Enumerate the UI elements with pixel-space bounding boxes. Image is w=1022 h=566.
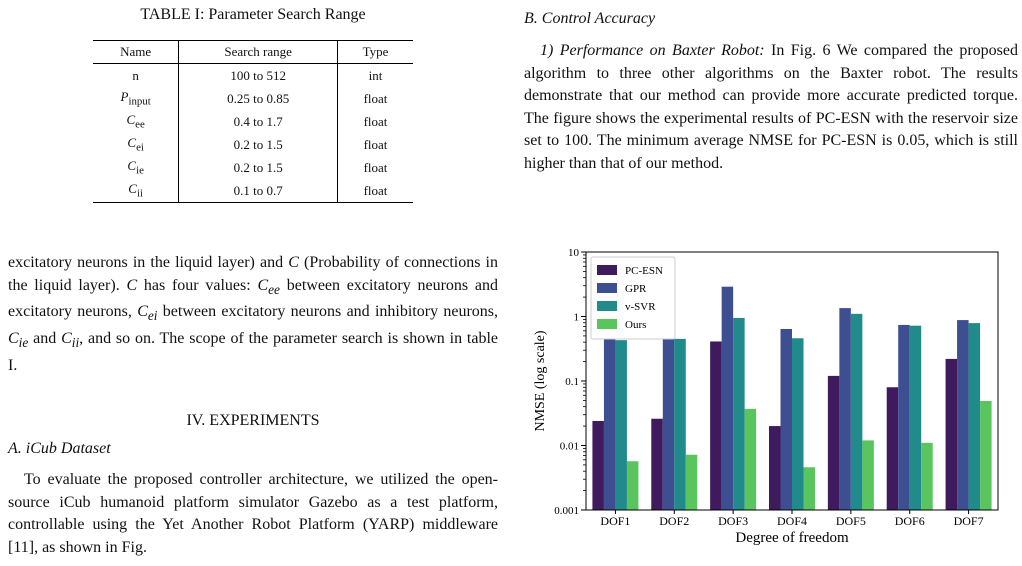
table-cell-type: float — [337, 156, 413, 179]
table-cell-type: float — [337, 133, 413, 156]
table-row — [93, 87, 413, 110]
table-cell-type: float — [337, 179, 413, 203]
table-row — [93, 156, 413, 179]
bar-pc-esn-dof5 — [828, 376, 840, 510]
bar-v-svr-dof1 — [615, 340, 627, 510]
bar-v-svr-dof3 — [733, 318, 745, 510]
table-cell-name: $P_{input}$ — [120, 89, 151, 108]
bar-gpr-dof2 — [663, 333, 675, 510]
parameter-table — [93, 40, 413, 203]
table-header-type: Type — [337, 41, 413, 64]
table-cell-type: float — [337, 110, 413, 133]
legend-swatch-pc-esn — [597, 265, 617, 275]
bar-v-svr-dof4 — [792, 338, 804, 510]
bar-ours-dof1 — [627, 461, 639, 510]
table-row — [93, 110, 413, 133]
subsection-title-b: B. Control Accuracy — [524, 10, 656, 27]
bar-ours-dof7 — [980, 401, 992, 510]
table-cell-range: 0.25 to 0.85 — [179, 87, 338, 110]
paragraph-lead: 1) Performance on Baxter Robot: — [540, 42, 765, 59]
bar-ours-dof2 — [686, 455, 698, 510]
table-cell-name: $C_{ee}$ — [126, 112, 145, 131]
bar-pc-esn-dof2 — [651, 419, 663, 510]
paragraph-icub: To evaluate the proposed controller architecture, we utilized the open-source iCub humanoid platform simulator Gazebo as a test platform, controllable using the Yet Another Robot Platform (YARP) middleware [11], as shown in Fig. — [8, 471, 498, 556]
legend-swatch-gpr — [597, 283, 617, 293]
table-header-range: Search range — [179, 41, 338, 64]
table-row — [93, 179, 413, 203]
bar-v-svr-dof6 — [910, 326, 922, 510]
bar-gpr-dof5 — [839, 308, 851, 510]
bar-pc-esn-dof4 — [769, 426, 781, 510]
table-header-name: Name — [93, 41, 179, 64]
bar-pc-esn-dof1 — [592, 421, 604, 510]
table-body — [93, 64, 413, 203]
bar-v-svr-dof5 — [851, 314, 863, 510]
table-cell-range: 100 to 512 — [179, 64, 338, 88]
y-tick-label: 0.1 — [565, 376, 579, 388]
bar-gpr-dof7 — [957, 320, 969, 510]
y-tick-label: 0.01 — [559, 440, 579, 453]
legend-label-gpr: GPR — [625, 283, 647, 295]
bar-pc-esn-dof6 — [887, 387, 899, 510]
x-tick-label: DOF6 — [894, 514, 925, 528]
table-cell-name: $C_{ie}$ — [127, 158, 144, 177]
nmse-bar-chart — [524, 240, 1018, 565]
legend-swatch-ours — [597, 319, 617, 329]
bar-pc-esn-dof7 — [946, 359, 958, 510]
table-header-row — [93, 41, 413, 64]
table-cell-range: 0.2 to 1.5 — [179, 156, 338, 179]
table-cell-type: int — [337, 64, 413, 88]
bar-v-svr-dof2 — [674, 339, 686, 510]
x-tick-label: DOF2 — [659, 514, 690, 528]
bar-ours-dof6 — [921, 443, 933, 510]
bar-pc-esn-dof3 — [710, 341, 722, 510]
paragraph-connections: excitatory neurons in the liquid layer) and C (Probability of connections in the liquid layer). C has four values: $C_{ee}$ between excitatory neurons and excitatory neurons, $C_{ei}$ between excitatory neurons and inhibitory neurons, $C_{ie}$ and $C_{ii}$, and so on. The scope of the parameter search is shown in table I. — [8, 254, 499, 374]
y-tick-label: 0.001 — [554, 505, 579, 517]
table-cell-name: n — [132, 67, 139, 83]
bar-gpr-dof3 — [722, 287, 734, 510]
y-tick-label: 10 — [568, 247, 579, 259]
x-tick-label: DOF7 — [953, 514, 984, 528]
table-cell-range: 0.2 to 1.5 — [179, 133, 338, 156]
legend-label-pc-esn: PC-ESN — [625, 265, 663, 277]
table-row — [93, 133, 413, 156]
bar-gpr-dof4 — [781, 329, 793, 510]
section-title: IV. EXPERIMENTS — [186, 412, 320, 429]
x-axis-label: Degree of freedom — [735, 530, 849, 546]
x-tick-label: DOF3 — [718, 514, 749, 528]
table-row — [93, 64, 413, 88]
bar-ours-dof4 — [804, 467, 816, 510]
legend-swatch-v-svr — [597, 301, 617, 311]
legend-label-ours: Ours — [625, 319, 647, 331]
chart-svg — [524, 240, 1018, 560]
table-cell-range: 0.4 to 1.7 — [179, 110, 338, 133]
paragraph-baxter: 1) Performance on Baxter Robot: In Fig. 6 We compared the proposed algorithm to three other algorithms on the Baxter robot. The results demonstrate that our method can provide more accurate predicted torque. The figure shows the experimental results of PC-ESN with the reservoir size set to 100. The minimum average NMSE for PC-ESN is 0.05, which is still higher than that of our method. — [524, 42, 1018, 172]
bar-v-svr-dof7 — [969, 323, 981, 510]
y-axis-label: NMSE (log scale) — [533, 330, 548, 432]
table-cell-range: 0.1 to 0.7 — [179, 179, 338, 203]
y-tick-label: 1 — [573, 311, 579, 324]
bar-ours-dof5 — [862, 440, 874, 510]
table-title: TABLE I: Parameter Search Range — [140, 6, 366, 23]
x-tick-label: DOF5 — [835, 514, 866, 528]
table-cell-name: $C_{ei}$ — [127, 135, 144, 154]
x-tick-label: DOF1 — [600, 514, 631, 528]
table-cell-name: $C_{ii}$ — [93, 179, 179, 203]
legend-label-v-svr: v-SVR — [625, 301, 656, 313]
bar-ours-dof3 — [745, 409, 757, 510]
table-cell-type: float — [337, 87, 413, 110]
x-tick-label: DOF4 — [776, 514, 808, 528]
subsection-title-a: A. iCub Dataset — [8, 440, 111, 457]
bar-gpr-dof6 — [898, 325, 910, 510]
bar-gpr-dof1 — [604, 330, 616, 510]
